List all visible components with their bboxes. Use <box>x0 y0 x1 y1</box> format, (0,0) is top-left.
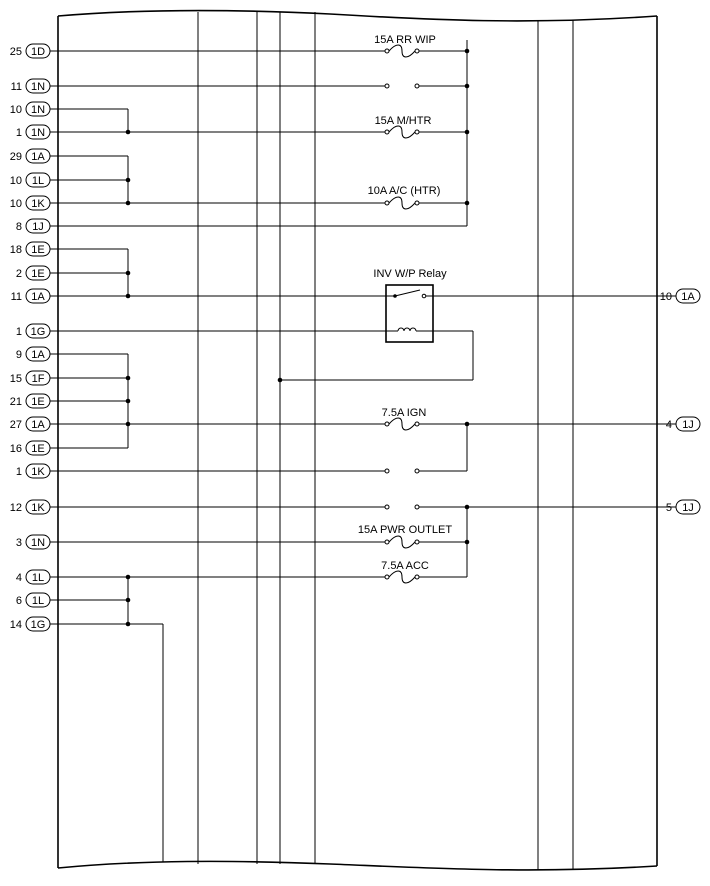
left-terminal <box>11 79 50 93</box>
right-terminal-list <box>660 289 700 514</box>
svg-text:27: 27 <box>9 419 22 431</box>
svg-text:5: 5 <box>665 502 672 514</box>
left-terminal <box>11 289 50 303</box>
svg-text:1A: 1A <box>31 151 45 163</box>
svg-text:1L: 1L <box>31 572 45 584</box>
left-terminal-list <box>10 44 50 631</box>
svg-text:25: 25 <box>9 46 22 58</box>
svg-text:12: 12 <box>9 502 22 514</box>
internal-bus-lines <box>198 12 573 870</box>
svg-text:1E: 1E <box>31 244 45 256</box>
fuse-rr-wip <box>374 34 436 57</box>
svg-text:1K: 1K <box>31 502 45 514</box>
left-terminal <box>16 266 50 280</box>
svg-text:1E: 1E <box>31 268 45 280</box>
svg-text:7.5A ACC: 7.5A ACC <box>381 560 429 572</box>
svg-text:1A: 1A <box>31 419 45 431</box>
svg-text:1G: 1G <box>30 619 46 631</box>
junction-block-frame-top <box>58 10 657 20</box>
svg-text:14: 14 <box>9 619 22 631</box>
svg-text:10A A/C (HTR): 10A A/C (HTR) <box>367 185 441 197</box>
left-terminal <box>16 219 50 233</box>
left-terminal <box>10 617 50 631</box>
svg-text:10: 10 <box>659 291 672 303</box>
svg-text:15: 15 <box>9 373 22 385</box>
left-terminal <box>16 324 50 338</box>
fuse-pwr-outlet <box>358 524 452 548</box>
fuse-ac-htr <box>368 185 441 209</box>
svg-text:1A: 1A <box>681 291 695 303</box>
svg-text:1D: 1D <box>30 46 46 58</box>
open-link <box>385 505 419 509</box>
left-terminal <box>10 441 50 455</box>
svg-text:10: 10 <box>9 175 22 187</box>
svg-text:7.5A IGN: 7.5A IGN <box>381 407 427 419</box>
svg-text:1: 1 <box>15 127 22 139</box>
fuse-m-htr <box>375 115 432 138</box>
svg-text:11: 11 <box>10 81 22 93</box>
junction-block-frame-bottom <box>58 861 657 870</box>
svg-text:1J: 1J <box>682 502 694 514</box>
svg-text:1F: 1F <box>31 373 45 385</box>
svg-text:10: 10 <box>9 198 22 210</box>
svg-text:1E: 1E <box>31 443 45 455</box>
svg-text:8: 8 <box>15 221 22 233</box>
svg-text:1N: 1N <box>30 537 46 549</box>
svg-text:1G: 1G <box>30 326 46 338</box>
svg-text:1K: 1K <box>31 198 45 210</box>
left-terminal <box>16 570 50 584</box>
svg-text:4: 4 <box>665 419 672 431</box>
svg-text:1K: 1K <box>31 466 45 478</box>
left-terminal <box>10 500 50 514</box>
svg-text:1A: 1A <box>31 291 45 303</box>
left-terminal <box>10 44 50 58</box>
left-terminal <box>16 125 50 139</box>
left-terminal <box>16 347 50 361</box>
svg-text:10: 10 <box>9 104 22 116</box>
svg-text:1A: 1A <box>31 349 45 361</box>
fuse-ign <box>382 407 427 430</box>
svg-text:9: 9 <box>15 349 22 361</box>
svg-text:1: 1 <box>15 326 22 338</box>
fuse-acc <box>381 560 429 583</box>
svg-text:INV W/P Relay: INV W/P Relay <box>373 268 447 280</box>
open-link <box>385 469 419 473</box>
svg-text:6: 6 <box>15 595 22 607</box>
svg-text:18: 18 <box>9 244 22 256</box>
left-terminal <box>10 394 50 408</box>
left-terminal <box>10 242 50 256</box>
left-terminal <box>10 149 50 163</box>
svg-text:1L: 1L <box>31 595 45 607</box>
svg-text:1N: 1N <box>30 104 46 116</box>
svg-text:1N: 1N <box>30 81 46 93</box>
svg-text:1E: 1E <box>31 396 45 408</box>
left-terminal <box>10 371 50 385</box>
svg-text:15A M/HTR: 15A M/HTR <box>374 115 432 127</box>
left-terminal <box>16 593 50 607</box>
svg-text:15A RR WIP: 15A RR WIP <box>374 34 436 46</box>
svg-text:1: 1 <box>15 466 22 478</box>
svg-text:21: 21 <box>9 396 22 408</box>
wiring <box>50 40 676 862</box>
svg-text:4: 4 <box>15 572 22 584</box>
left-terminal <box>10 196 50 210</box>
left-terminal <box>16 535 50 549</box>
svg-text:2: 2 <box>15 268 22 280</box>
left-terminal <box>10 102 50 116</box>
svg-text:1J: 1J <box>32 221 44 233</box>
open-link <box>385 84 419 88</box>
svg-text:1L: 1L <box>31 175 45 187</box>
left-terminal <box>16 464 50 478</box>
svg-text:3: 3 <box>15 537 22 549</box>
svg-text:11: 11 <box>10 291 22 303</box>
left-terminal <box>10 173 50 187</box>
svg-text:16: 16 <box>9 443 22 455</box>
svg-text:15A PWR OUTLET: 15A PWR OUTLET <box>357 524 453 536</box>
svg-text:29: 29 <box>9 151 22 163</box>
left-terminal <box>10 417 50 431</box>
svg-text:1N: 1N <box>30 127 46 139</box>
svg-text:1J: 1J <box>682 419 694 431</box>
